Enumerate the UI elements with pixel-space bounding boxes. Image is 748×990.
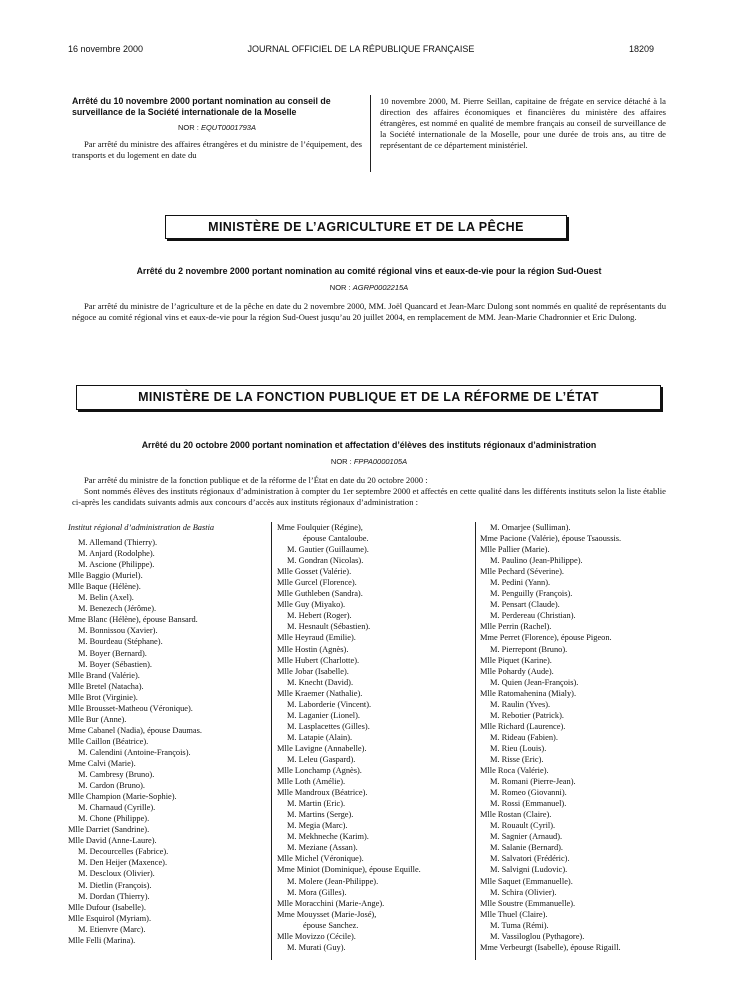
- name-list-item: M. Knecht (David).: [287, 677, 354, 687]
- name-list-item: Mme Verbeurgt (Isabelle), épouse Rigaill.: [480, 942, 621, 952]
- name-list-item: Mlle Guthleben (Sandra).: [277, 589, 363, 599]
- name-list-item: M. Den Heijer (Maxence).: [78, 858, 168, 868]
- name-list-item: M. Romani (Pierre-Jean).: [490, 777, 576, 787]
- name-list-column-2: [277, 522, 472, 953]
- name-list-item: M. Martin (Eric).: [287, 799, 346, 809]
- name-list-item: M. Rieu (Louis).: [490, 743, 547, 753]
- name-list-item: Mlle Esquirol (Myriam).: [68, 913, 152, 923]
- name-list-item: M. Romeo (Giovanni).: [490, 788, 567, 798]
- name-list-item: Mme Blanc (Hélène), épouse Bansard.: [68, 615, 198, 625]
- name-list-item: Mlle Movizzo (Cécile).: [277, 931, 356, 941]
- name-list-item: M. Paulino (Jean-Philippe).: [490, 556, 583, 566]
- name-list-item: M. Schira (Olivier).: [490, 887, 557, 897]
- name-list-item: Mlle Baque (Hélène).: [68, 582, 141, 592]
- arrete3-nor-label: NOR :: [330, 457, 352, 466]
- column-divider: [271, 522, 272, 960]
- name-list-item: M. Omarjee (Sulliman).: [490, 523, 571, 532]
- name-list-item: Mlle Gurcel (Florence).: [277, 578, 357, 588]
- name-list-item: M. Lasplacettes (Gilles).: [287, 721, 370, 731]
- name-list-item: M. Rouault (Cyril).: [490, 821, 556, 831]
- name-list-item: Mlle Brot (Virginie).: [68, 692, 138, 702]
- name-list-item: Mlle Mandroux (Béatrice).: [277, 788, 368, 798]
- name-list-item: M. Vassiloglou (Pythagore).: [490, 931, 585, 941]
- name-list-item: M. Anjard (Rodolphe).: [78, 549, 155, 559]
- name-list-item: M. Pedini (Yann).: [490, 578, 551, 588]
- name-list-item: Mlle Ratomahenina (Mialy).: [480, 688, 577, 698]
- name-list-column-1: [68, 522, 268, 946]
- name-list-item: Mlle Roca (Valérie).: [480, 766, 549, 776]
- name-list-item: M. Boyer (Bernard).: [78, 648, 147, 658]
- name-list-item: Mlle Thuel (Claire).: [480, 909, 548, 919]
- arrete3-nor-code: FPPA0000105A: [353, 457, 408, 466]
- arrete1-left-text: Par arrêté du ministre des affaires étrangères et du ministre de l’équipement, des transports et du logement en date du: [72, 139, 362, 160]
- arrete2-text: Par arrêté du ministre de l’agriculture et de la pêche en date du 2 novembre 2000, MM. Joël Quancard et Jean-Marc Dulong sont nommés en qualité de représentants du négoce au comité régional vins et eaux-de-vie pour la région Sud-Ouest jusqu’au 20 juillet 2004, en remplacement de MM. Jean-Marie Chadronnier et Eric Dulong.: [72, 301, 666, 322]
- institut-title: Institut régional d’administration de Bastia: [68, 523, 215, 532]
- name-list-item: M. Pierrepont (Bruno).: [490, 644, 568, 654]
- name-list-item: Mme Perret (Florence), épouse Pigeon.: [480, 633, 612, 643]
- name-list-item: M. Mora (Gilles).: [287, 887, 347, 897]
- name-list-item: Mlle Kraemer (Nathalie).: [277, 688, 363, 698]
- arrete3-paragraph-2: Sont nommés élèves des instituts régionaux d’administration à compter du 1er septembre 2000 et affectés en cette qualité dans les différents instituts selon la liste établie ci-après les candidats suivants admis aux concours d’accès aux instituts régionaux d’administration :: [72, 486, 666, 507]
- name-list-item: Mlle Bretel (Natacha).: [68, 681, 144, 691]
- name-list-item: M. Ascione (Philippe).: [78, 560, 155, 570]
- arrete3-title: Arrêté du 20 octobre 2000 portant nomination et affectation d’élèves des instituts régionaux d’administration: [141, 440, 597, 450]
- column-divider: [475, 522, 476, 960]
- name-list-item: Mlle David (Anne-Laure).: [68, 836, 157, 846]
- name-list-item: Mlle Brand (Valérie).: [68, 670, 140, 680]
- name-list-item: Mlle Brousset-Matheou (Véronique).: [68, 703, 193, 713]
- name-list-item: M. Salvigni (Ludovic).: [490, 865, 568, 875]
- name-list-item: M. Gondran (Nicolas).: [287, 556, 364, 566]
- name-list-item: Mlle Moracchini (Marie-Ange).: [277, 898, 385, 908]
- name-list-item: Mme Foulquier (Régine),: [277, 523, 363, 532]
- column-divider: [370, 95, 371, 172]
- name-list-item: Mlle Guy (Miyako).: [277, 600, 346, 610]
- name-list-item: Mlle Hubert (Charlotte).: [277, 655, 360, 665]
- name-list-item: M. Tuma (Rémi).: [490, 920, 549, 930]
- name-list-item: Mme Pacione (Valérie), épouse Tsaoussis.: [480, 534, 622, 544]
- name-list-item: Mlle Jobar (Isabelle).: [277, 666, 349, 676]
- name-list-item: M. Leleu (Gaspard).: [287, 754, 356, 764]
- ministry-heading-agriculture: MINISTÈRE DE L’AGRICULTURE ET DE LA PÊCHE: [165, 215, 567, 239]
- name-list-item: M. Boyer (Sébastien).: [78, 659, 152, 669]
- name-list-item: Mlle Richard (Laurence).: [480, 721, 566, 731]
- name-list-item: M. Raulin (Yves).: [490, 699, 551, 709]
- arrete3-body: [72, 475, 666, 508]
- name-list-item: épouse Sanchez.: [303, 920, 359, 930]
- name-list-item: M. Bonnissou (Xavier).: [78, 626, 158, 636]
- name-list-item: Mme Calvi (Marie).: [68, 758, 136, 768]
- name-list-item: M. Risse (Eric).: [490, 754, 544, 764]
- name-list-item: M. Penguilly (François).: [490, 589, 573, 599]
- name-list-item: M. Pensart (Claude).: [490, 600, 560, 610]
- name-list-item: Mme Miniot (Dominique), épouse Equille.: [277, 865, 421, 875]
- name-list-item: M. Benezech (Jérôme).: [78, 604, 157, 614]
- arrete1-title: Arrêté du 10 novembre 2000 portant nomination au conseil de surveillance de la Société internationale de la Moselle: [72, 96, 331, 117]
- name-list-item: M. Rideau (Fabien).: [490, 732, 558, 742]
- header-page-number: 18209: [628, 44, 654, 54]
- name-list-item: M. Latapie (Alain).: [287, 732, 353, 742]
- name-list-item: M. Perdereau (Christian).: [490, 611, 576, 621]
- name-list-item: M. Cambresy (Bruno).: [78, 770, 155, 780]
- name-list-item: M. Dietlin (François).: [78, 880, 152, 890]
- arrete3-paragraph-1: Par arrêté du ministre de la fonction publique et de la réforme de l’État en date du 20 octobre 2000 :: [84, 475, 428, 485]
- name-list-item: M. Rebotier (Patrick).: [490, 710, 564, 720]
- name-list-item: M. Hesnault (Sébastien).: [287, 622, 371, 632]
- name-list-item: M. Laganier (Lionel).: [287, 710, 361, 720]
- name-list-item: Mlle Michel (Véronique).: [277, 854, 364, 864]
- name-list-item: M. Cardon (Bruno).: [78, 781, 145, 791]
- name-list-item: Mlle Gosset (Valérie).: [277, 567, 352, 577]
- name-list-item: M. Belin (Axel).: [78, 593, 134, 603]
- name-list-item: M. Gautier (Guillaume).: [287, 545, 369, 555]
- arrete1-nor-label: NOR :: [178, 123, 199, 132]
- name-list-item: M. Sagnier (Arnaud).: [490, 832, 563, 842]
- name-list-item: Mlle Felli (Marina).: [68, 935, 136, 945]
- header-date: 16 novembre 2000: [68, 44, 144, 54]
- name-list-item: M. Megia (Marc).: [287, 821, 348, 831]
- name-list-item: Mlle Darriet (Sandrine).: [68, 825, 150, 835]
- name-list-item: M. Salanie (Bernard).: [490, 843, 564, 853]
- arrete1-nor-code: EQUT0001793A: [200, 123, 256, 132]
- name-list-item: Mlle Caillon (Béatrice).: [68, 736, 149, 746]
- name-list-item: M. Descloux (Olivier).: [78, 869, 155, 879]
- running-header: [68, 44, 654, 58]
- arrete2-nor-label: NOR :: [329, 283, 351, 292]
- name-list-item: M. Decourcelles (Fabrice).: [78, 847, 169, 857]
- name-list-item: Mme Mouysset (Marie-José),: [277, 909, 377, 919]
- header-journal-title: JOURNAL OFFICIEL DE LA RÉPUBLIQUE FRANÇAISE: [247, 44, 475, 54]
- name-list-item: M. Hebert (Roger).: [287, 611, 352, 621]
- arrete1-left-column: [72, 96, 362, 161]
- name-list-item: M. Murati (Guy).: [287, 942, 346, 952]
- name-list-item: Mlle Saquet (Emmanuelle).: [480, 876, 573, 886]
- name-list-item: M. Laborderie (Vincent).: [287, 699, 372, 709]
- name-list-item: M. Rossi (Emmanuel).: [490, 799, 567, 809]
- ministry-heading-fonction-publique: MINISTÈRE DE LA FONCTION PUBLIQUE ET DE LA RÉFORME DE L’ÉTAT: [76, 385, 661, 410]
- arrete1-right-text: 10 novembre 2000, M. Pierre Seillan, capitaine de frégate en service détaché à la direction des affaires économiques et financières du ministère des affaires étrangères, est nommé en qualité de membre français au conseil de surveillance de la Société internationale de la Moselle, pour une durée de trois ans, au titre de représentant de ce département ministériel.: [380, 96, 666, 150]
- name-list-item: Mlle Soustre (Emmanuelle).: [480, 898, 576, 908]
- name-list-item: Mlle Lavigne (Annabelle).: [277, 743, 367, 753]
- name-list-item: M. Molere (Jean-Philippe).: [287, 876, 379, 886]
- name-list-item: Mlle Perrin (Rachel).: [480, 622, 552, 632]
- name-list-item: Mlle Hostin (Agnès).: [277, 644, 349, 654]
- name-list-item: M. Allemand (Thierry).: [78, 538, 158, 548]
- name-list-item: Mme Cabanel (Nadia), épouse Daumas.: [68, 725, 202, 735]
- name-list-item: Mlle Baggio (Muriel).: [68, 571, 143, 581]
- name-list-item: Mlle Dufour (Isabelle).: [68, 902, 146, 912]
- name-list-item: Mlle Heyraud (Emilie).: [277, 633, 356, 643]
- name-list-item: Mlle Pechard (Séverine).: [480, 567, 564, 577]
- name-list-item: M. Chone (Philippe).: [78, 814, 150, 824]
- name-list-item: M. Quien (Jean-François).: [490, 677, 579, 687]
- name-list-item: Mlle Bur (Anne).: [68, 714, 127, 724]
- name-list-item: M. Etienvre (Marc).: [78, 924, 146, 934]
- name-list-item: Mlle Lonchamp (Agnès).: [277, 766, 362, 776]
- arrete1-nor: [72, 122, 362, 133]
- name-list-item: M. Salvatori (Frédéric).: [490, 854, 570, 864]
- name-list-item: M. Calendini (Antoine-François).: [78, 747, 191, 757]
- name-list-item: M. Meziane (Assan).: [287, 843, 358, 853]
- name-list-item: M. Martins (Serge).: [287, 810, 354, 820]
- arrete2-nor: [72, 282, 666, 293]
- name-list-item: Mlle Loth (Amélie).: [277, 777, 346, 787]
- name-list-item: M. Bourdeau (Stéphane).: [78, 637, 163, 647]
- name-list-item: M. Mekhneche (Karim).: [287, 832, 369, 842]
- name-list-item: Mlle Pallier (Marie).: [480, 545, 550, 555]
- name-list-item: Mlle Champion (Marie-Sophie).: [68, 792, 177, 802]
- name-list-column-3: [480, 522, 670, 953]
- name-list-item: Mlle Piquet (Karine).: [480, 655, 552, 665]
- name-list-item: M. Dordan (Thierry).: [78, 891, 150, 901]
- arrete2-nor-code: AGRP0002215A: [352, 283, 409, 292]
- name-list-item: Mlle Pohardy (Aude).: [480, 666, 554, 676]
- arrete2-title: Arrêté du 2 novembre 2000 portant nomination au comité régional vins et eaux-de-vie pour la région Sud-Ouest: [136, 266, 602, 276]
- name-list-item: Mlle Rostan (Claire).: [480, 810, 552, 820]
- name-list-item: M. Charnaud (Cyrille).: [78, 803, 156, 813]
- name-list-item: épouse Cantaloube.: [303, 534, 369, 544]
- arrete3-nor: [72, 456, 666, 467]
